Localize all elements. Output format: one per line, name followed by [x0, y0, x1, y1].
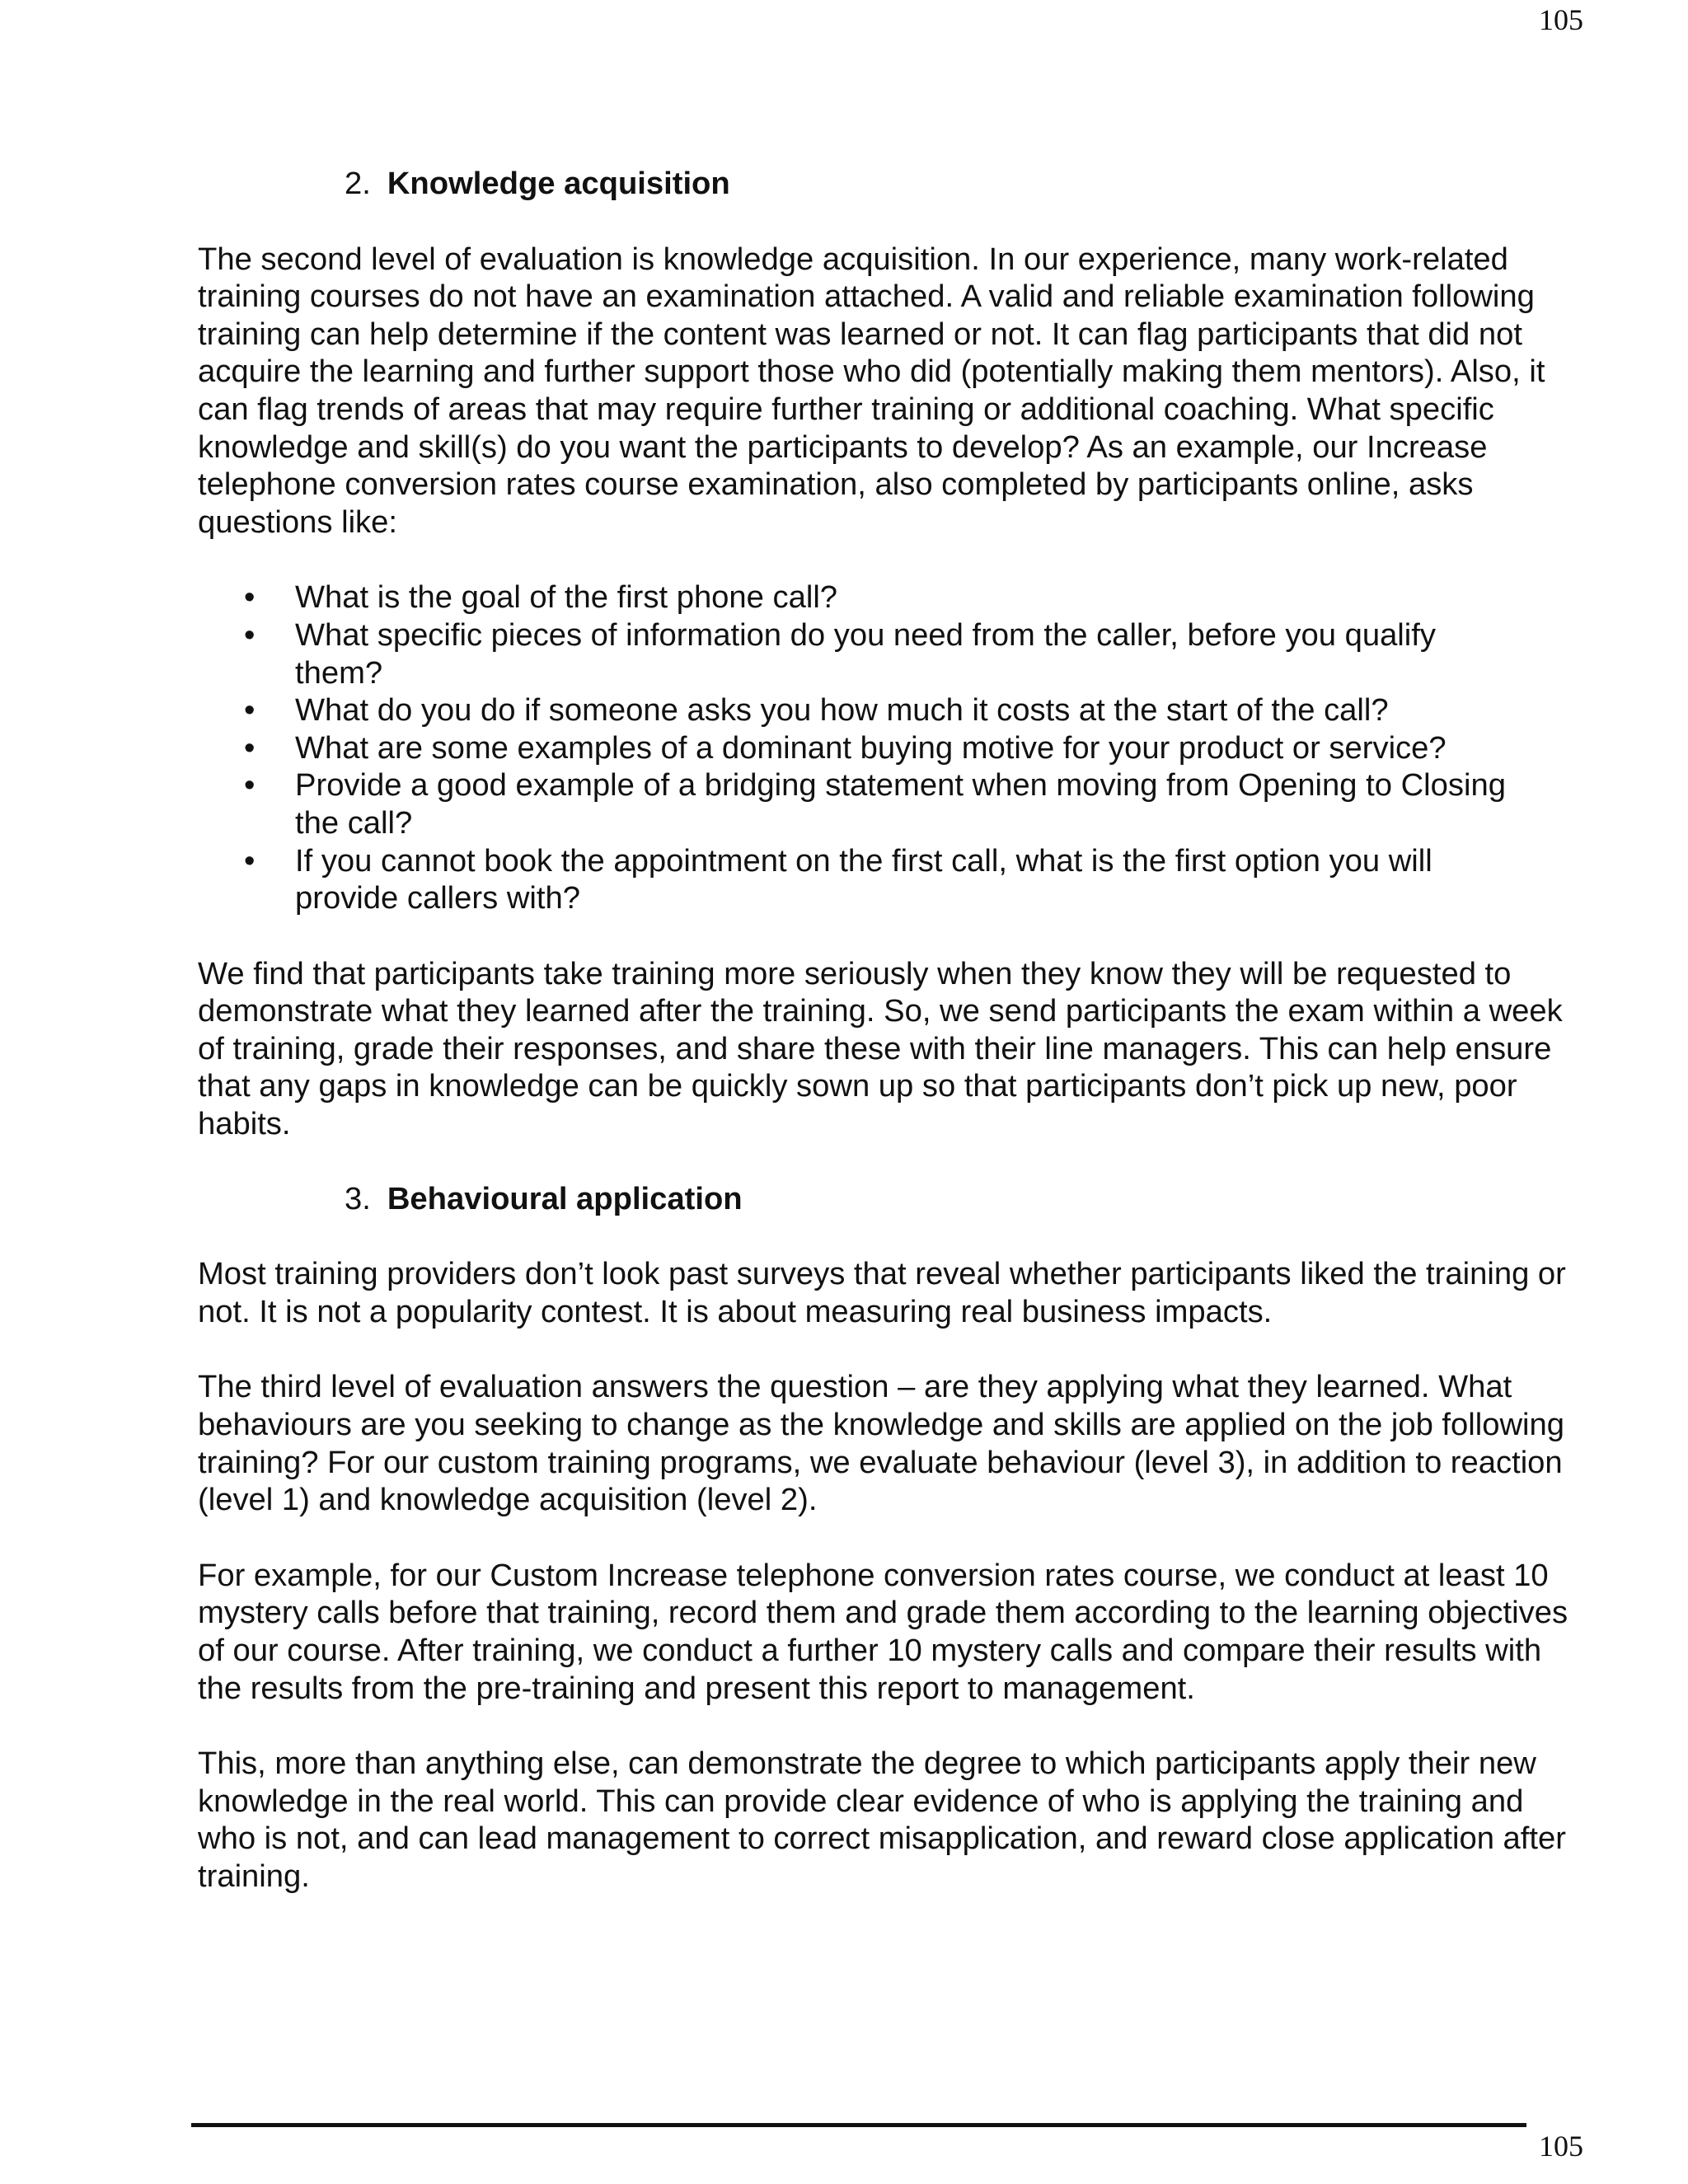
page-number-bottom: 105	[1539, 2130, 1583, 2163]
paragraph-behaviour-2: The third level of evaluation answers the question – are they applying what they learned. What behaviours are you seeking to change as the knowledge and skills are applied on the job following training? For our custom training programs, we evaluate behaviour (level 3), in addition to reaction (level 1) and knowledge acquisition (level 2).	[198, 1369, 1565, 1518]
exam-questions-list	[198, 579, 1582, 916]
paragraph-knowledge-closing: We find that participants take training more seriously when they know they will be requested to demonstrate what they learned after the training. So, we send participants the exam within a week of training, grade their responses, and share these with their line managers. This can help ensure that any gaps in knowledge can be quickly sown up so that participants don’t pick up new, poor habits.	[198, 955, 1563, 1142]
section-heading-behavioural-application	[198, 1180, 1582, 1218]
list-item	[198, 766, 1582, 841]
bullet-icon: •	[244, 579, 256, 616]
bullet-icon: •	[244, 767, 256, 804]
list-item	[198, 842, 1582, 917]
list-item	[198, 691, 1582, 729]
list-item	[198, 579, 1582, 616]
section-heading-knowledge-acquisition	[198, 165, 1582, 203]
list-item-text: Provide a good example of a bridging statement when moving from Opening to Closing the call?	[295, 767, 1506, 841]
page-number-top: 105	[1539, 3, 1583, 36]
section-number: 3.	[345, 1180, 371, 1216]
list-item-text: What do you do if someone asks you how much it costs at the start of the call?	[295, 692, 1389, 729]
footer-divider	[191, 2123, 1526, 2127]
bullet-icon: •	[244, 729, 256, 766]
page-content	[198, 165, 1582, 1896]
bullet-icon: •	[244, 616, 256, 653]
paragraph-behaviour-3: For example, for our Custom Increase telephone conversion rates course, we conduct at least 10 mystery calls before that training, record them and grade them according to the learning objectives of our course. After training, we conduct a further 10 mystery calls and compare their results with the results from the pre-training and present this report to management.	[198, 1557, 1568, 1706]
section-title: Behavioural application	[387, 1180, 743, 1216]
bullet-icon: •	[244, 692, 256, 729]
bullet-icon: •	[244, 842, 256, 879]
list-item-text: What are some examples of a dominant buying motive for your product or service?	[295, 729, 1447, 766]
list-item-text: If you cannot book the appointment on the first call, what is the first option you will provide callers with?	[295, 842, 1432, 916]
paragraph-behaviour-1: Most training providers don’t look past surveys that reveal whether participants liked the training or not. It is not a popularity contest. It is about measuring real business impacts.	[198, 1256, 1566, 1329]
paragraph-behaviour-4: This, more than anything else, can demonstrate the degree to which participants apply their new knowledge in the real world. This can provide clear evidence of who is applying the training and who is not, and can lead management to correct misapplication, and reward close application after training.	[198, 1746, 1566, 1894]
list-item	[198, 616, 1582, 691]
list-item	[198, 729, 1582, 767]
section-number: 2.	[345, 166, 371, 201]
list-item-text: What is the goal of the first phone call?	[295, 579, 838, 616]
section-title: Knowledge acquisition	[387, 166, 730, 201]
list-item-text: What specific pieces of information do you need from the caller, before you qualify them?	[295, 616, 1436, 691]
paragraph-knowledge-intro: The second level of evaluation is knowledge acquisition. In our experience, many work-related training courses do not have an examination attached. A valid and reliable examination following training can help determine if the content was learned or not. It can flag participants that did not acquire the learning and further support those who did (potentially making them mentors). Also, it can flag trends of areas that may require further training or additional coaching. What specific knowledge and skill(s) do you want the participants to develop? As an example, our Increase telephone conversion rates course examination, also completed by participants online, asks questions like:	[198, 241, 1545, 540]
